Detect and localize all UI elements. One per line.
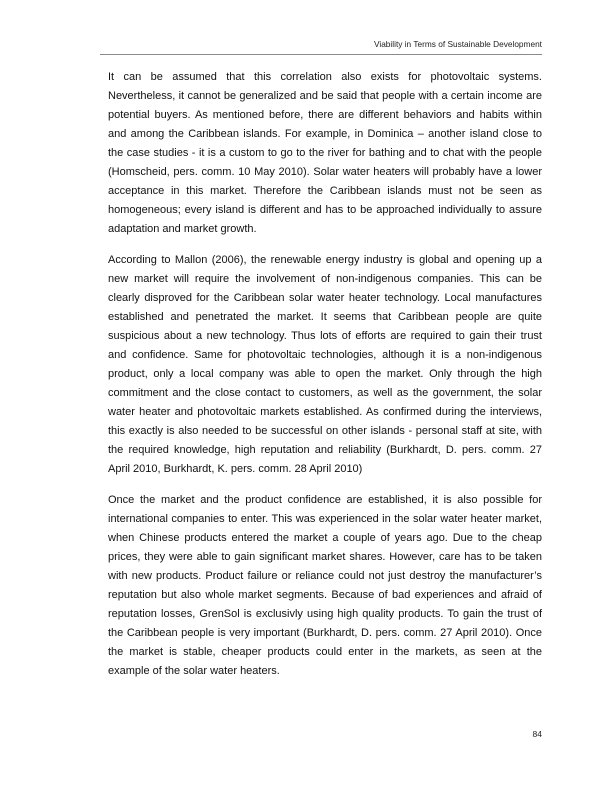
- page-number: 84: [532, 729, 542, 739]
- paragraph-1: It can be assumed that this correlation also exists for photovoltaic systems. Nevertheless, it cannot be generalized and be said that people with a certain income are potential buyers. As mentioned before, there are different behaviors and habits within and among the Caribbean islands. For example, in Dominica – another island close to the case studies - it is a custom to go to the river for bathing and to chat with the people (Homscheid, pers. comm. 10 May 2010). Solar water heaters will probably have a lower acceptance in this market. Therefore the Caribbean islands must not be seen as homogeneous; every island is different and has to be approached individually to assure adaptation and market growth.: [108, 71, 542, 235]
- paragraph-3: Once the market and the product confidence are established, it is also possible for international companies to enter. This was experienced in the solar water heater market, when Chinese products entered the market a couple of years ago. Due to the cheap prices, they were able to gain significant market shares. However, care has to be taken with new products. Product failure or reliance could not just destroy the manufacturer’s reputation but also whole market segments. Because of bad experiences and afraid of reputation losses, GrenSol is exclusivly using high quality products. To gain the trust of the Caribbean people is very important (Burkhardt, D. pers. comm. 27 April 2010). Once the market is stable, cheaper products could enter in the markets, as seen at the example of the solar water heaters.: [108, 494, 542, 677]
- paragraph-2: According to Mallon (2006), the renewable energy industry is global and opening up a new market will require the involvement of non-indigenous companies. This can be clearly disproved for the Caribbean solar water heater technology. Local manufactures established and penetrated the market. It seems that Caribbean people are quite suspicious about a new technology. Thus lots of efforts are required to gain their trust and confidence. Same for photovoltaic technologies, although it is a non-indigenous product, only a local company was able to open the market. Only through the high commitment and the close contact to customers, as well as the government, the solar water heater and photovoltaic markets established. As confirmed during the interviews, this exactly is also needed to be successful on other islands - personal staff at site, with the required knowledge, high reputation and reliability (Burkhardt, D. pers. comm. 27 April 2010, Burkhardt, K. pers. comm. 28 April 2010): [108, 254, 542, 475]
- header-divider: [100, 54, 542, 55]
- running-header: Viability in Terms of Sustainable Development: [373, 39, 542, 49]
- body-text: [108, 68, 542, 693]
